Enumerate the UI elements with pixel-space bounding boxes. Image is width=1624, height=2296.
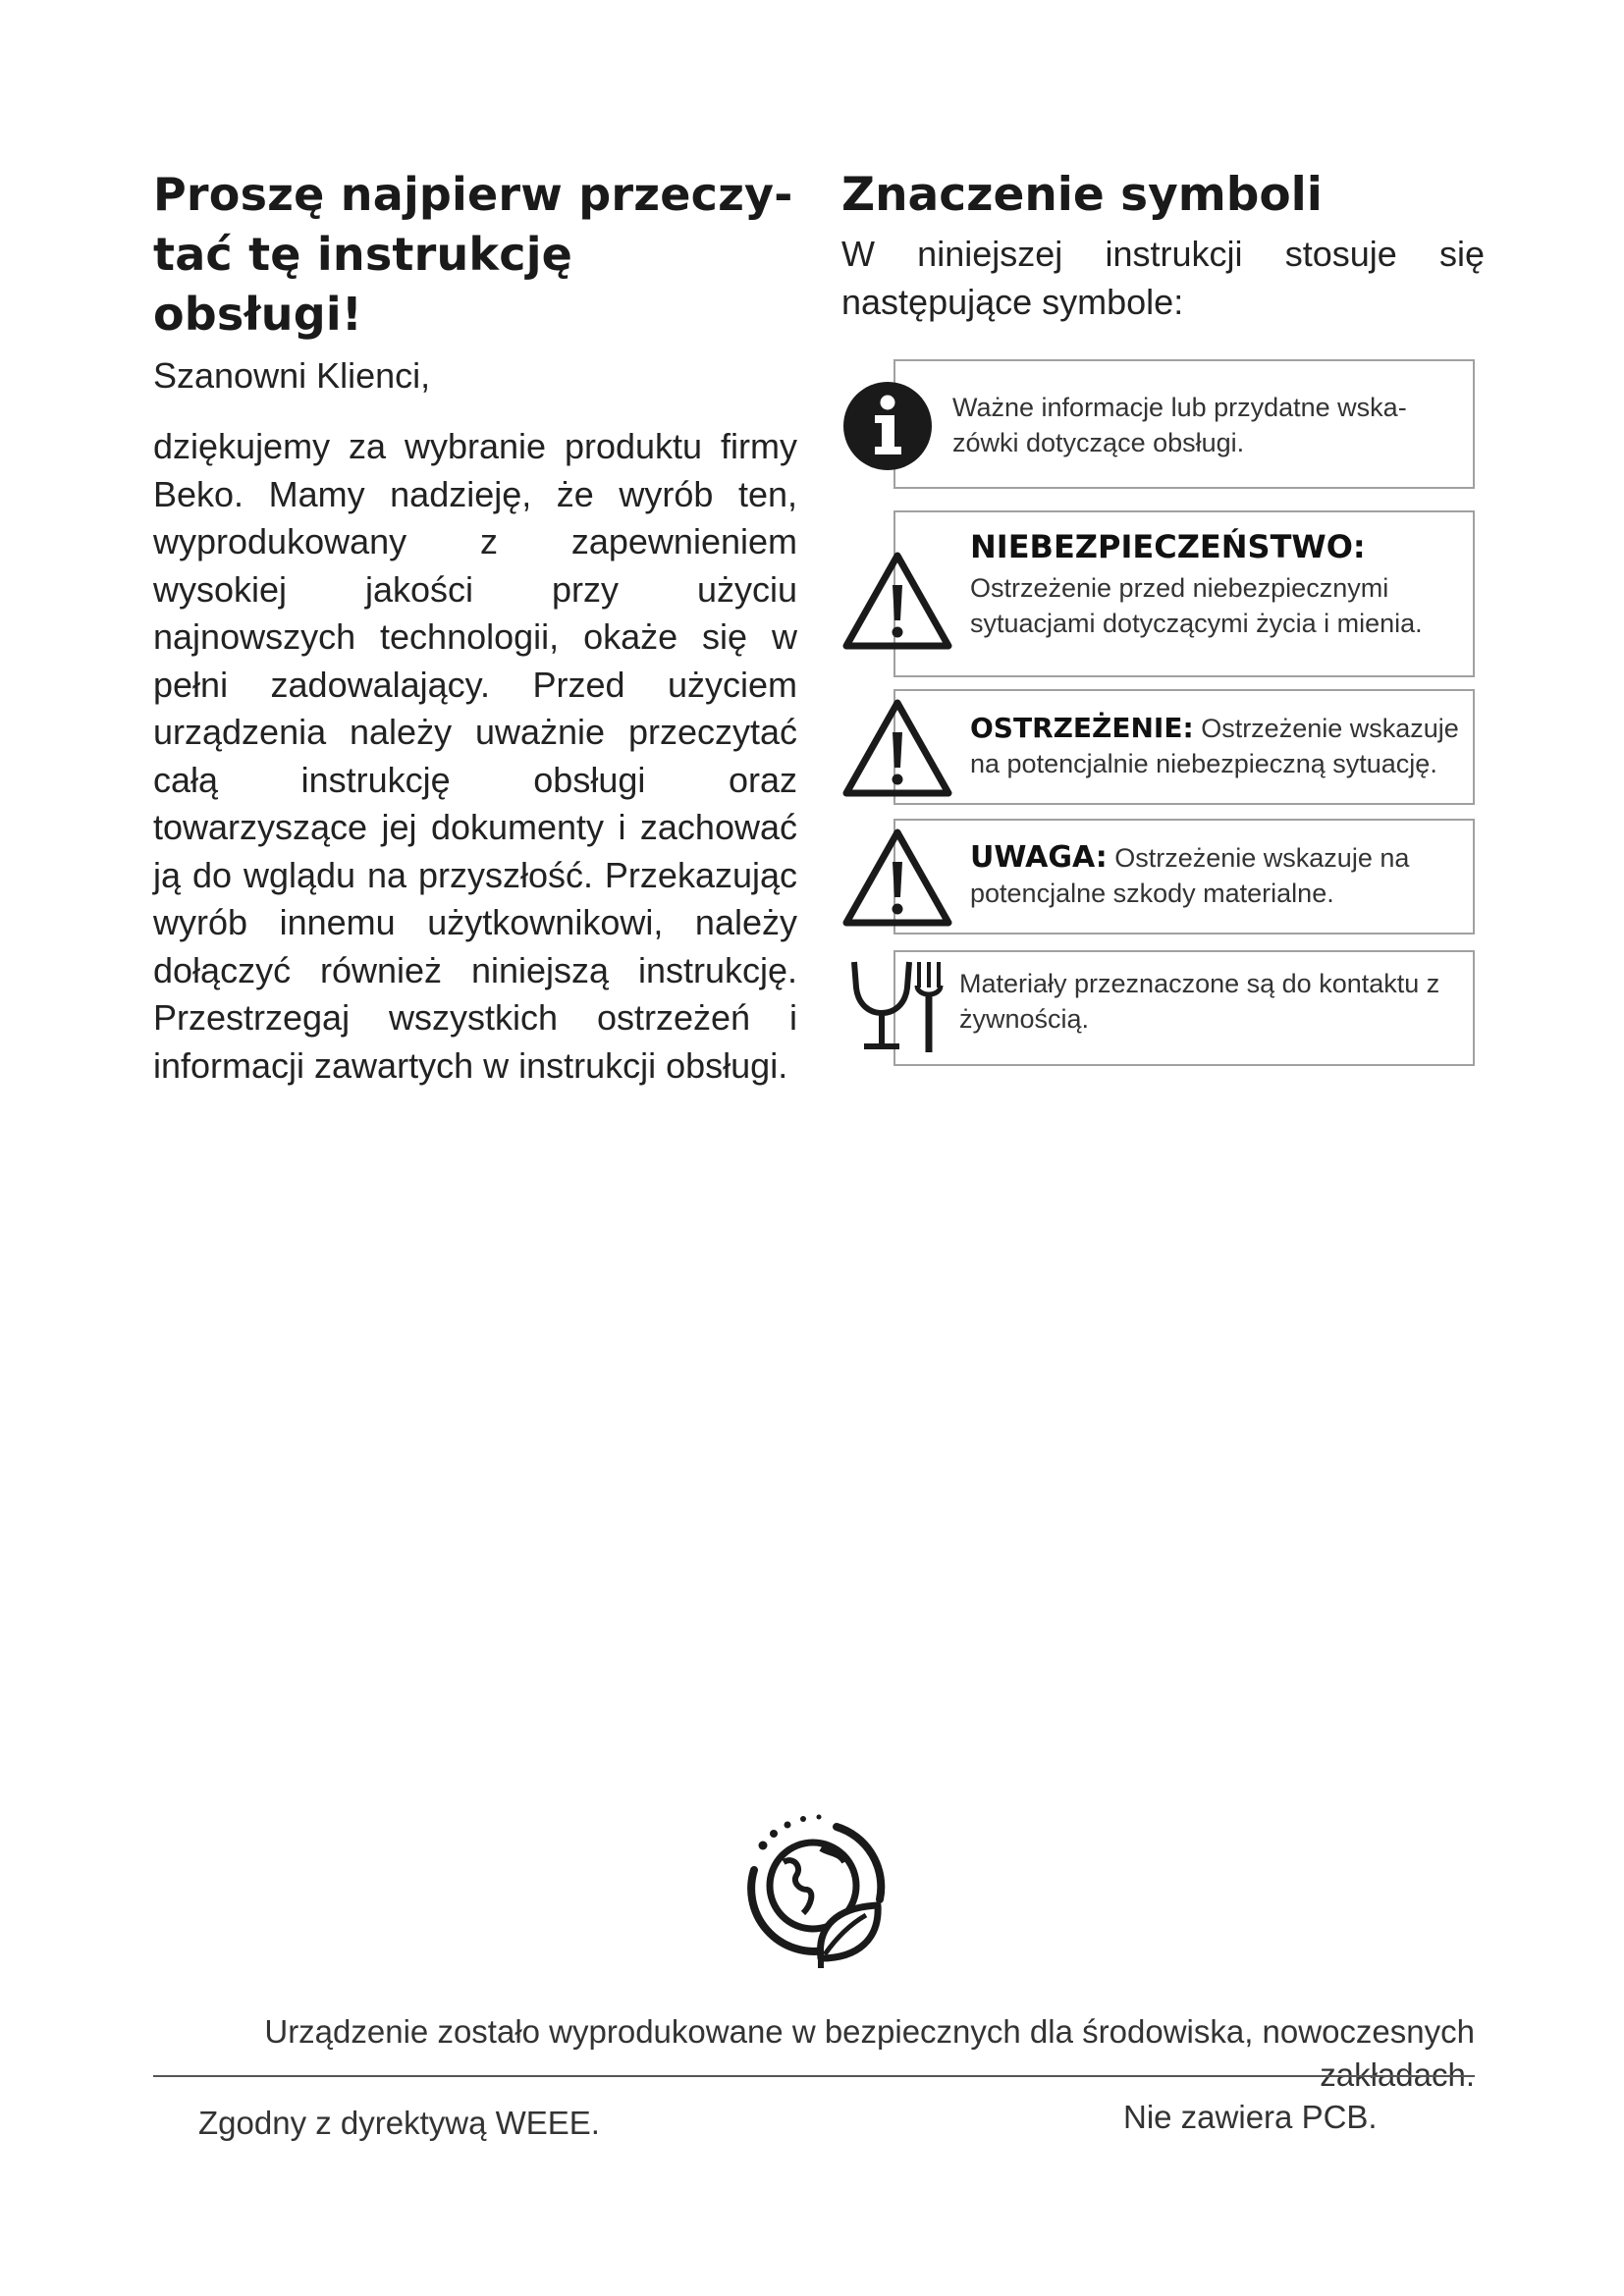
eco-statement: Urządzenie zostało wyprodukowane w bezpiecznych dla środowiska, nowoczesnych zakładach. xyxy=(264,2013,1475,2093)
caution-text-block xyxy=(970,840,1461,911)
caution-text: Ostrzeżenie wskazuje na potencjalne szkody materialne. xyxy=(970,843,1410,908)
footer-divider xyxy=(153,2075,1475,2077)
eco-globe-leaf-icon xyxy=(742,1811,890,1968)
intro-section xyxy=(153,165,797,1090)
warning-text-block xyxy=(970,711,1461,781)
danger-heading: NIEBEZPIECZEŃSTWO: xyxy=(970,528,1366,565)
food-contact-icon xyxy=(850,958,945,1056)
greeting: Szanowni Klienci, xyxy=(153,355,431,396)
food-text: Materiały przeznaczone są do kontaktu z żywnością. xyxy=(959,969,1440,1034)
warning-heading: OSTRZEŻENIE: xyxy=(970,712,1194,744)
danger-text-block xyxy=(970,525,1461,641)
warning-text: Ostrzeżenie wskazuje na potencjalnie niebezpieczną sytuację. xyxy=(970,714,1459,778)
pcb-statement: Nie zawiera PCB. xyxy=(1123,2099,1378,2135)
info-text: Ważne informacje lub przydatne wska-zówki dotyczące obsługi. xyxy=(952,393,1407,457)
weee-compliance: Zgodny z dyrektywą WEEE. xyxy=(198,2105,600,2141)
symbols-title: Znaczenie symboli xyxy=(841,168,1323,222)
warning-triangle-icon xyxy=(840,697,954,799)
caution-heading: UWAGA: xyxy=(970,840,1108,875)
symbols-intro: W niniejszej instrukcji stosuje się następujące symbole: xyxy=(841,234,1485,322)
danger-text: Ostrzeżenie przed niebezpiecznymi sytuacjami dotyczącymi życia i mienia. xyxy=(970,573,1423,638)
symbols-section xyxy=(841,165,1485,326)
info-icon xyxy=(842,381,933,471)
intro-title: Proszę najpierw przeczy-tać tę instrukcję obsługi! xyxy=(153,168,793,341)
warning-triangle-icon xyxy=(840,550,954,652)
warning-triangle-icon xyxy=(840,827,954,929)
intro-body: dziękujemy za wybranie produktu firmy Beko. Mamy nadzieję, że wyrób ten, wyprodukowany z zapewnieniem wysokiej jakości przy użyciu najnowszych technologii, okaże się w pełni zadowalający. Przed użyciem urządzenia należy uważnie przeczytać całą instrukcję obsługi oraz towarzyszące jej dokumenty i zachować ją do wglądu na przyszłość. Przekazując wyrób innemu użytkownikowi, należy dołączyć również niniejszą instrukcję. Przestrzegaj wszystkich ostrzeżeń i informacji zawartych w instrukcji obsługi. xyxy=(153,426,797,1086)
